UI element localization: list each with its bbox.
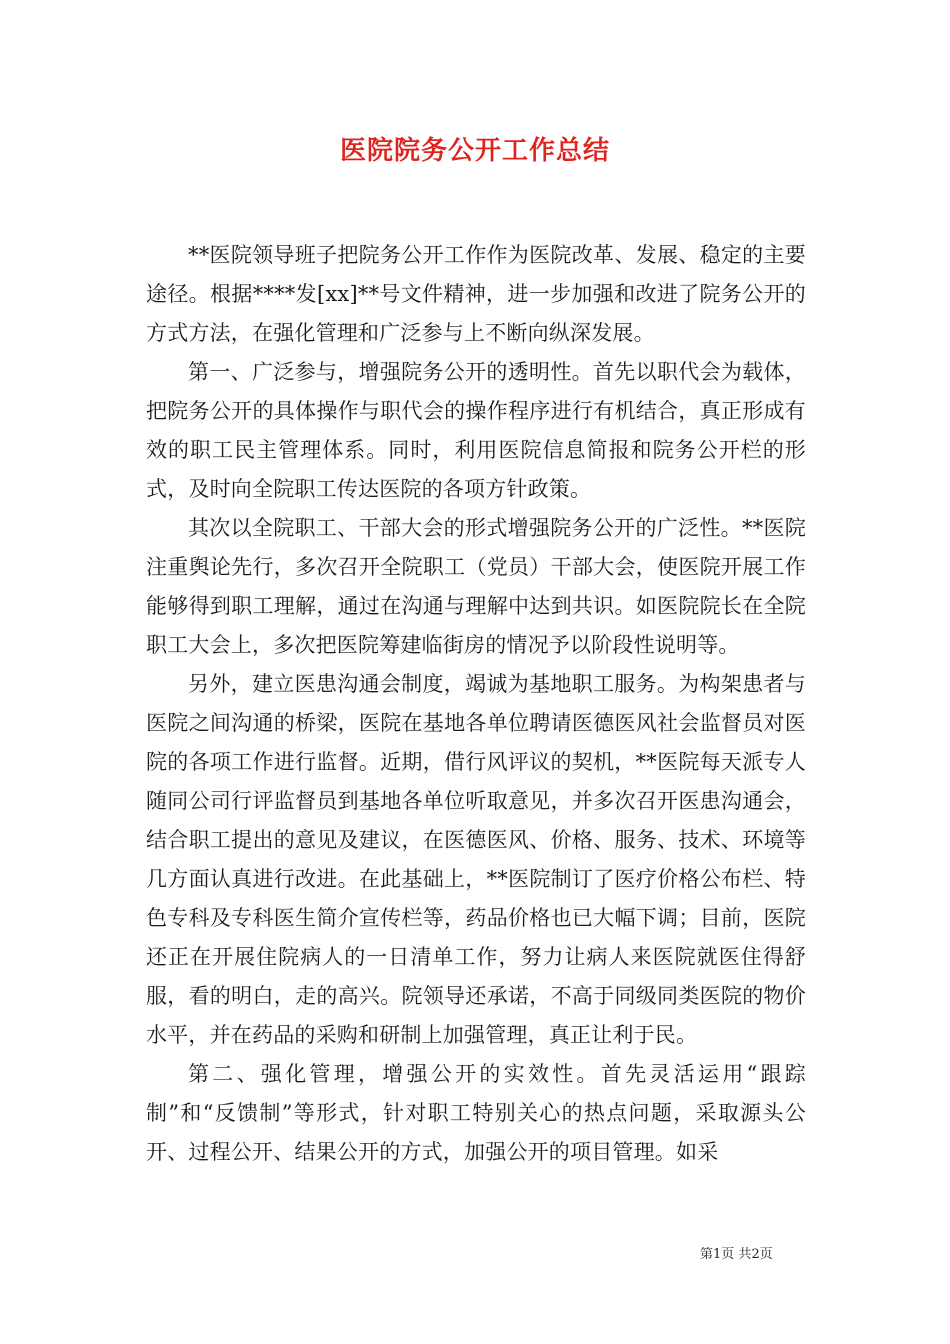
paragraph-third-measure: 另外，建立医患沟通会制度，竭诚为基地职工服务。为构架患者与医院之间沟通的桥梁，医院在基地各单位聘请医德医风社会监督员对医院的各项工作进行监督。近期，借行风评议的契机，**医院每天派专人随同公司行评监督员到基地各单位听取意见，并多次召开医患沟通会，结合职工提出的意见及建议，在医德医风、价格、服务、技术、环境等几方面认真进行改进。在此基础上，**医院制订了医疗价格公布栏、特色专科及专科医生简介宣传栏等，药品价格也已大幅下调；目前，医院还正在开展住院病人的一日清单工作，努力让病人来医院就医住得舒服，看的明白，走的高兴。院领导还承诺，不高于同级同类医院的物价水平，并在药品的采购和研制上加强管理，真正让利于民。 <box>146 672 806 1047</box>
footer-current-page: 1 <box>713 1247 722 1262</box>
document-title: 医院院务公开工作总结 <box>339 136 610 166</box>
paragraph-intro: **医院领导班子把院务公开工作作为医院改革、发展、稳定的主要途径。根据****发[xx]**号文件精神，进一步加强和改进了院务公开的方式方法，在强化管理和广泛参与上不断向纵深发展。 <box>146 243 806 345</box>
paragraph-first-point: 第一、广泛参与，增强院务公开的透明性。首先以职代会为载体，把院务公开的具体操作与职代会的操作程序进行有机结合，真正形成有效的职工民主管理体系。同时，利用医院信息简报和院务公开栏的形式，及时向全院职工传达医院的各项方针政策。 <box>146 360 806 501</box>
document-body <box>146 236 806 1172</box>
footer-prefix: 第 <box>700 1247 714 1262</box>
paragraph-second-measure: 其次以全院职工、干部大会的形式增强院务公开的广泛性。**医院注重舆论先行，多次召开全院职工（党员）干部大会，使医院开展工作能够得到职工理解，通过在沟通与理解中达到共识。如医院院长在全院职工大会上，多次把医院筹建临街房的情况予以阶段性说明等。 <box>146 516 806 657</box>
footer-suffix: 页 <box>759 1247 773 1262</box>
footer-total-pages: 2 <box>751 1247 760 1262</box>
page-number-footer <box>700 1246 850 1264</box>
paragraph-second-point: 第二、强化管理，增强公开的实效性。首先灵活运用“跟踪制”和“反馈制”等形式，针对职工特别关心的热点问题，采取源头公开、过程公开、结果公开的方式，加强公开的项目管理。如采 <box>146 1062 806 1164</box>
footer-middle: 页 共 <box>721 1247 752 1262</box>
